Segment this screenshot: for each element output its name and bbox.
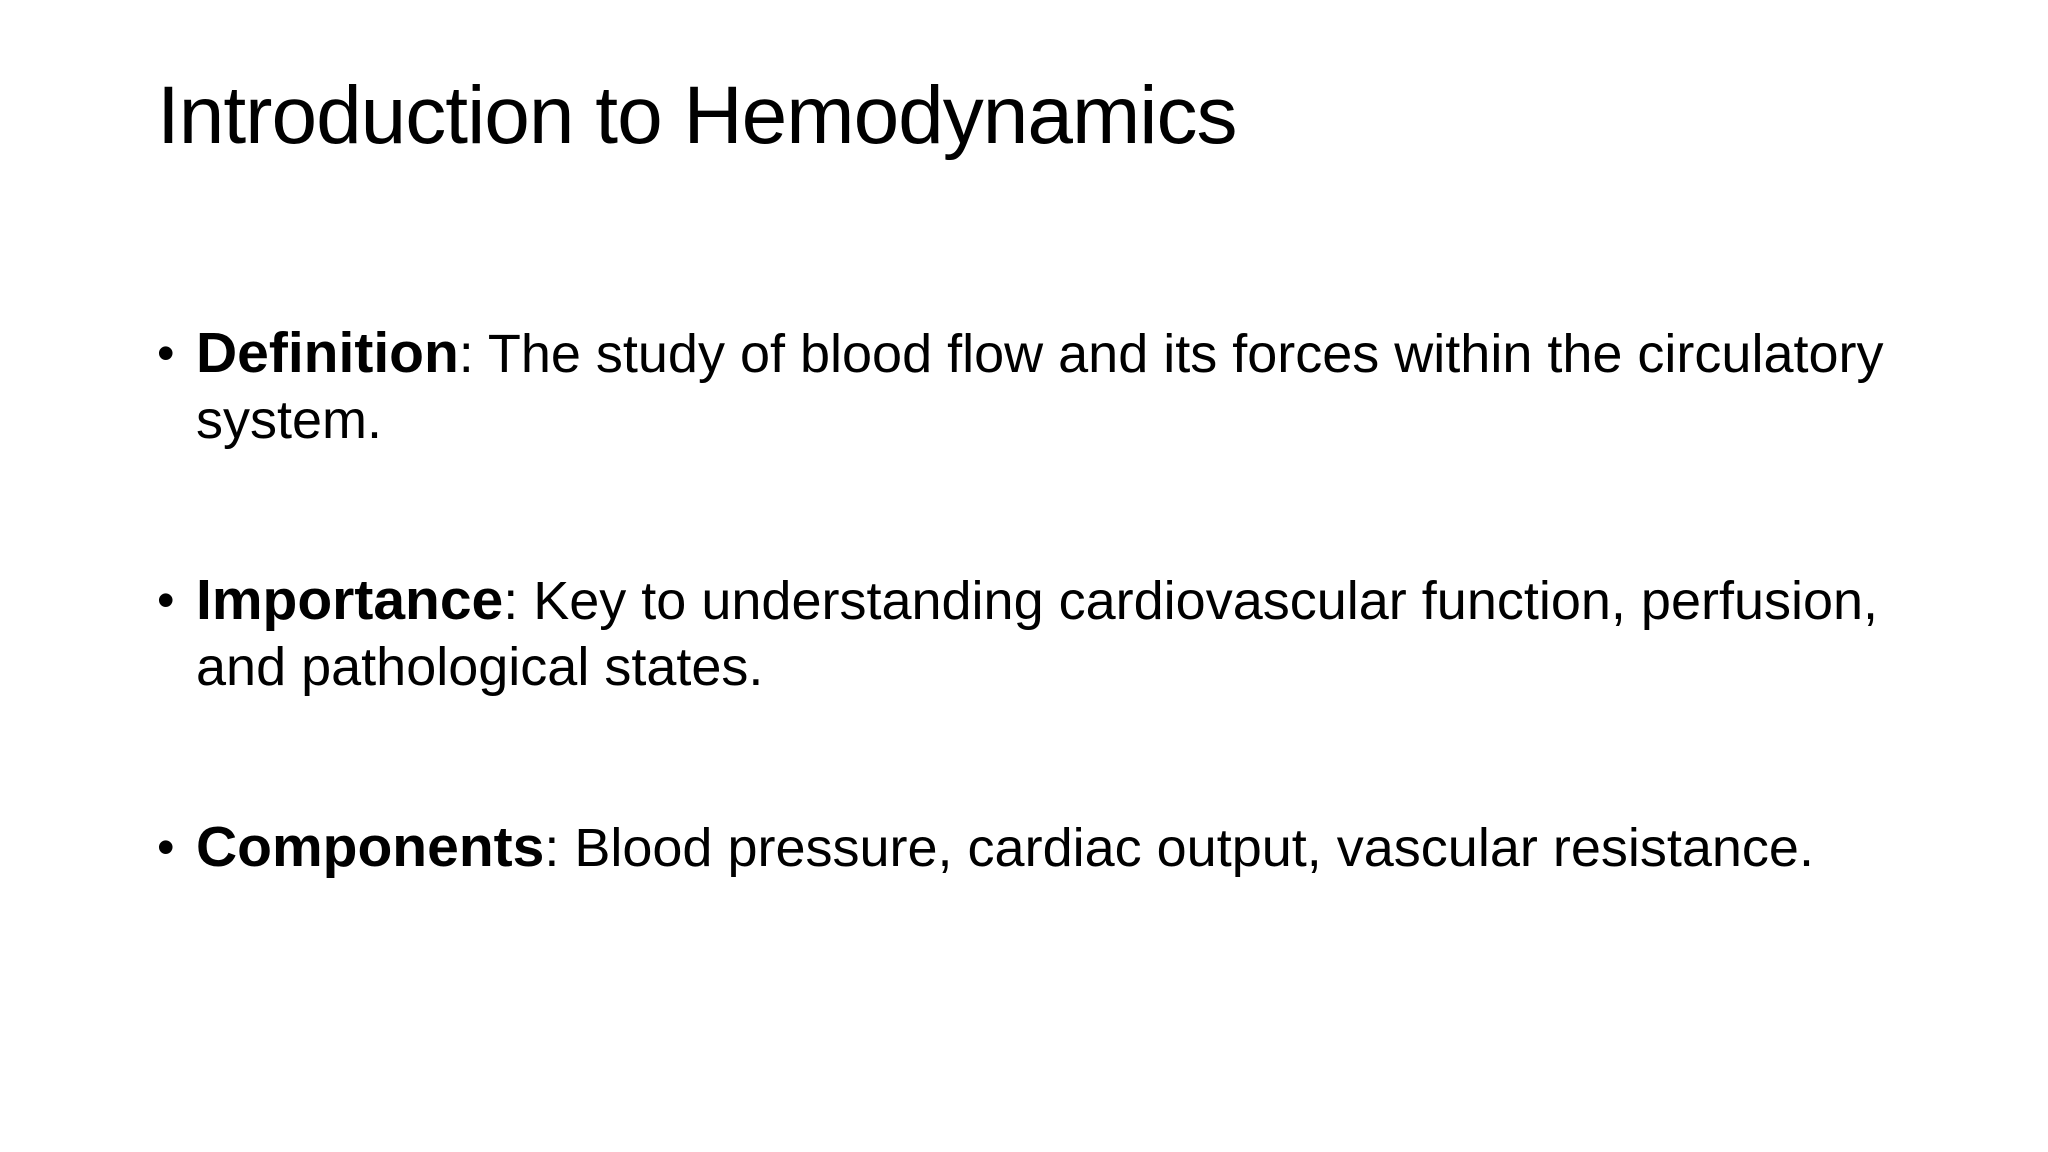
bullet-term: Components [196, 815, 545, 879]
bullet-marker: • [157, 572, 175, 628]
bullet-item-definition [157, 320, 1917, 453]
bullet-term: Definition [196, 321, 459, 385]
bullet-item-importance [157, 567, 1917, 700]
bullet-term: Importance [196, 568, 504, 632]
bullet-text: : Key to understanding cardiovascular function, perfusion, and pathological states. [196, 571, 1879, 697]
bullet-list [157, 320, 1917, 881]
bullet-text: : Blood pressure, cardiac output, vascular resistance. [544, 818, 1814, 878]
bullet-item-components [157, 814, 1917, 881]
slide-title: Introduction to Hemodynamics [157, 70, 1237, 161]
bullet-text: : The study of blood flow and its forces within the circulatory system. [196, 324, 1884, 450]
bullet-marker: • [157, 325, 175, 381]
bullet-marker: • [157, 819, 175, 875]
